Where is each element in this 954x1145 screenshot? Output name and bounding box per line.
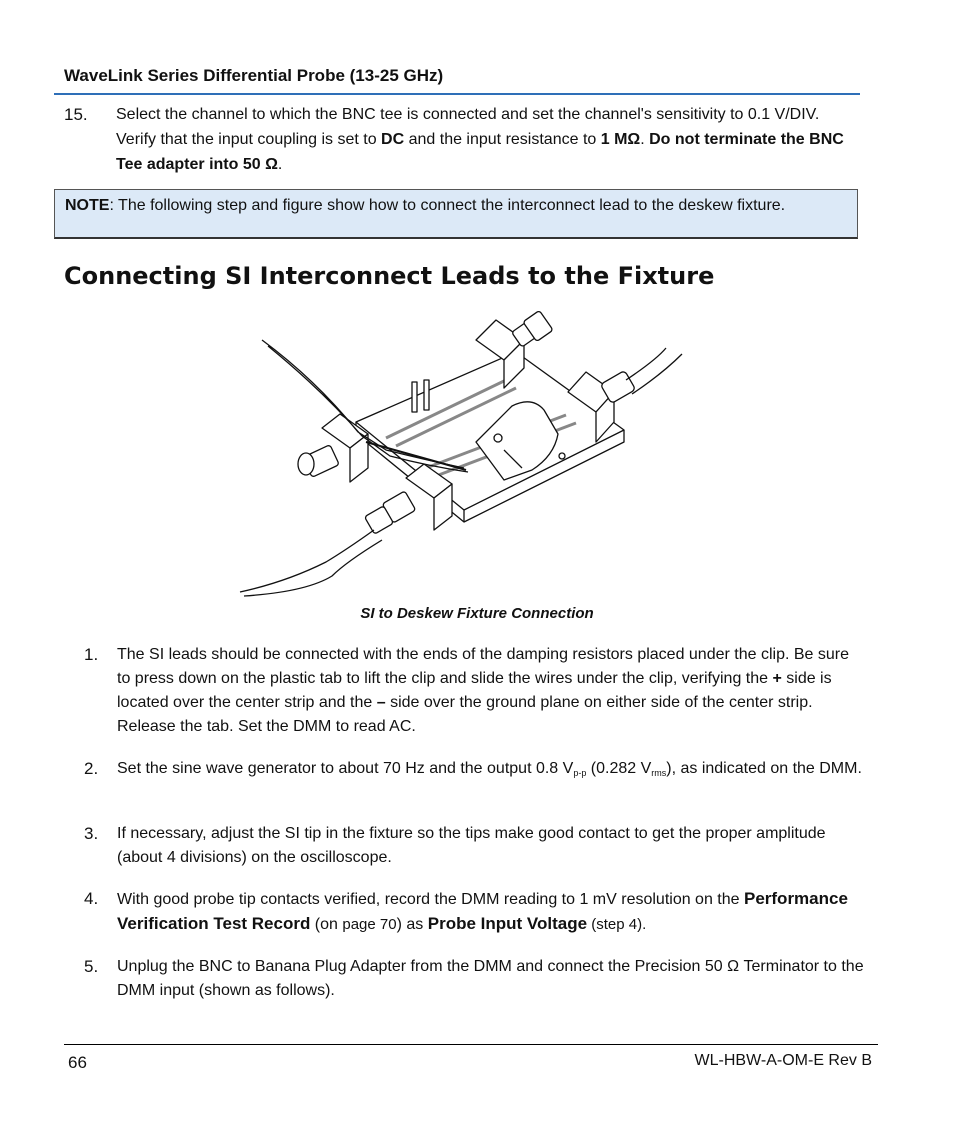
bold-run: DC (381, 131, 405, 148)
text-run: and the input resistance to (404, 131, 601, 148)
note-text: : The following step and figure show how to connect the interconnect lead to the deskew fixture. (109, 197, 786, 214)
bold-run: Performance Verification Test Record (117, 889, 848, 933)
text-run: (0.282 V (586, 760, 652, 777)
text-run: Select the channel to which the BNC tee is connected and set the channel's sensitivity to 0.1 V/DIV. Verify that the input coupling is set to (116, 106, 820, 148)
note-box (54, 189, 858, 239)
subscript: p-p (573, 768, 587, 778)
step-text (117, 757, 864, 785)
step-number: 2. (84, 759, 99, 778)
bold-run: – (376, 694, 386, 711)
running-header: WaveLink Series Differential Probe (13-25 GHz) (64, 66, 444, 85)
step-text (117, 887, 864, 937)
text-run: (on (310, 916, 343, 933)
page-number: 66 (68, 1053, 87, 1072)
step-text (117, 643, 864, 739)
document-id: WL-HBW-A-OM-E Rev B (694, 1052, 872, 1069)
text-run: side over the ground plane on either side of the center strip. Release the tab. Set the DMM to read AC. (117, 694, 813, 735)
text-run: Set the sine wave generator to about 70 Hz and the output 0.8 V (117, 760, 574, 777)
text-run: With good probe tip contacts verified, record the DMM reading to 1 mV resolution on the (117, 891, 744, 908)
step-number: 15. (64, 105, 88, 124)
list-item (64, 757, 864, 785)
header-rule (54, 93, 860, 95)
step-text: Unplug the BNC to Banana Plug Adapter from the DMM and connect the Precision 50 Ω Terminator to the DMM input (shown as follows). (117, 958, 864, 999)
step-number: 1. (84, 645, 99, 664)
text-run: . (277, 156, 283, 173)
text-run: ) as (396, 916, 428, 933)
bold-run: Probe Input Voltage (427, 914, 588, 933)
section-title: Connecting SI Interconnect Leads to the Fixture (64, 262, 715, 290)
step-number: 4. (84, 889, 99, 908)
step-15-text (116, 102, 854, 177)
list-item (64, 643, 864, 739)
fixture-illustration (236, 310, 696, 598)
text-run: (step 4). (587, 916, 647, 933)
bold-run: Do not terminate the BNC Tee adapter into 50 Ω (116, 131, 844, 173)
page-reference: page 70 (342, 916, 397, 933)
list-item (64, 822, 864, 870)
bold-run: 1 MΩ (600, 131, 641, 148)
bold-run: + (772, 670, 782, 687)
list-item (64, 887, 864, 937)
text-run: ), as indicated on the DMM. (666, 760, 862, 777)
step-number: 5. (84, 957, 99, 976)
text-run: . (640, 131, 650, 148)
step-text: If necessary, adjust the SI tip in the fixture so the tips make good contact to get the proper amplitude (about 4 divisions) on the oscilloscope. (117, 825, 826, 866)
footer-rule (64, 1044, 878, 1045)
figure-caption: SI to Deskew Fixture Connection (360, 605, 594, 622)
step-15 (64, 102, 854, 177)
text-run: side is located over the center strip and the (117, 670, 832, 711)
list-item (64, 955, 864, 1003)
text-run: The SI leads should be connected with the ends of the damping resistors placed under the clip. Be sure to press down on the plastic tab to lift the clip and slide the wires under the clip, verifying the (117, 646, 849, 687)
step-number: 3. (84, 824, 99, 843)
subscript: rms (651, 768, 667, 778)
note-label: NOTE (65, 197, 110, 214)
